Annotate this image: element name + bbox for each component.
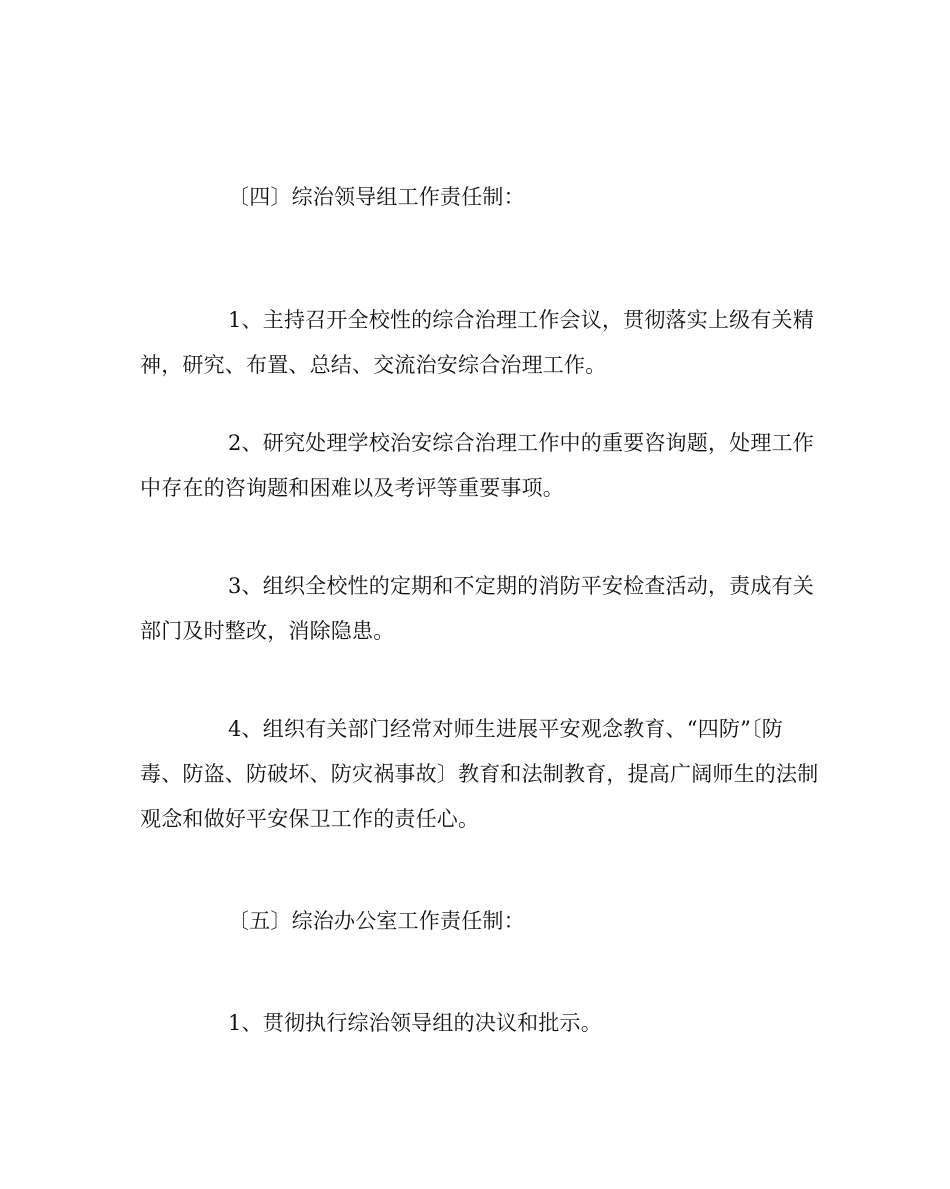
section-four-item-4: 4、组织有关部门经常对师生进展平安观念教育、“四防”〔防毒、防盗、防破坏、防灾祸事故〕教育和法制教育，提高广阔师生的法制观念和做好平安保卫工作的责任心。 (140, 717, 819, 831)
section-four-item-3: 3、组织全校性的定期和不定期的消防平安检查活动，责成有关部门及时整改，消除隐患。 (140, 574, 814, 643)
section-four-heading: 〔四〕综治领导组工作责任制： (228, 185, 525, 209)
section-five-heading: 〔五〕综治办公室工作责任制： (228, 909, 525, 933)
section-five-item-1: 1、贯彻执行综治领导组的决议和批示。 (228, 1011, 602, 1035)
section-four-item-2: 2、研究处理学校治安综合治理工作中的重要咨询题，处理工作中存在的咨询题和困难以及考评等重要事项。 (140, 431, 814, 500)
section-four-item-1: 1、主持召开全校性的综合治理工作会议，贯彻落实上级有关精神，研究、布置、总结、交流治安综合治理工作。 (140, 308, 814, 377)
